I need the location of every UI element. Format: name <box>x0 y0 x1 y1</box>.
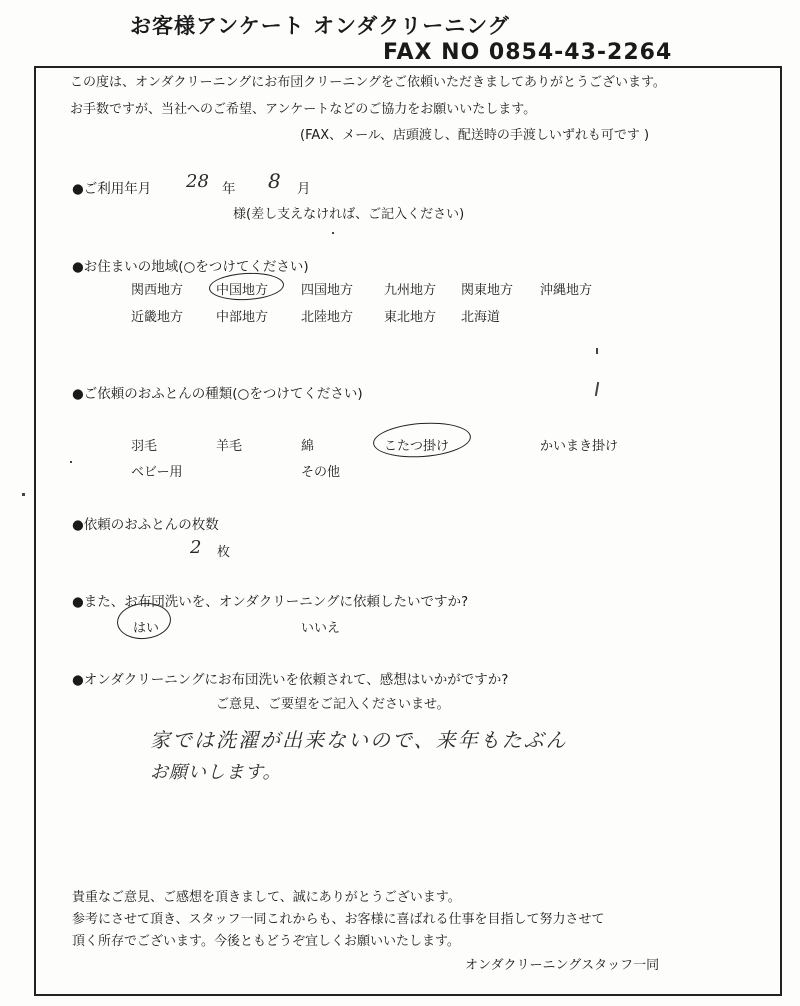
region-option-kinki[interactable]: 近畿地方 <box>131 310 184 325</box>
scan-speck <box>70 461 72 463</box>
intro-line-2: お手数ですが、当社へのご希望、アンケートなどのご協力をお願いいたします。 <box>70 102 537 117</box>
region-label: ●お住まいの地域(○をつけてください) <box>72 259 309 275</box>
closing-line-3: 頂く所存でございます。今後ともどうぞ宜しくお願いいたします。 <box>72 934 460 949</box>
closing-line-1: 貴重なご意見、ご感想を頂きまして、誠にありがとうございます。 <box>72 890 461 905</box>
region-option-shikoku[interactable]: 四国地方 <box>301 283 354 298</box>
region-option-okinawa[interactable]: 沖縄地方 <box>540 283 593 298</box>
impression-label: ●オンダクリーニングにお布団洗いを依頼されて、感想はいかがですか? <box>72 672 509 688</box>
region-option-kyushu[interactable]: 九州地方 <box>384 283 437 298</box>
intro-line-1: この度は、オンダクリーニングにお布団クリーニングをご依頼いただきましてありがとうございます。 <box>70 75 666 90</box>
scan-speck <box>596 348 598 354</box>
usage-year-label: 年 <box>222 181 236 197</box>
futon-count-unit: 枚 <box>217 545 231 560</box>
region-option-hokuriku[interactable]: 北陸地方 <box>301 310 354 325</box>
futon-option-kotatsu[interactable]: こたつ掛け <box>384 439 450 454</box>
request-again-label: ●また、お布団洗いを、オンダクリーニングに依頼したいですか? <box>72 594 469 610</box>
impression-answer-line-2[interactable]: お願いします。 <box>150 762 282 783</box>
region-option-chugoku[interactable]: 中国地方 <box>216 283 269 298</box>
futon-option-cotton[interactable]: 綿 <box>301 439 315 454</box>
usage-date-label: ●ご利用年月 <box>72 181 152 197</box>
request-again-no[interactable]: いいえ <box>301 621 341 636</box>
name-note: 様(差し支えなければ、ご記入ください) <box>233 207 465 222</box>
region-option-kansai[interactable]: 関西地方 <box>131 283 184 298</box>
closing-signature: オンダクリーニングスタッフ一同 <box>465 958 660 973</box>
futon-option-kaimaki[interactable]: かいまき掛け <box>540 439 619 454</box>
impression-prompt: ご意見、ご要望をご記入くださいませ。 <box>216 697 450 712</box>
usage-year-value[interactable]: 28 <box>186 171 209 192</box>
futon-option-wool[interactable]: 羊毛 <box>216 439 243 454</box>
closing-line-2: 参考にさせて頂き、スタッフ一同これからも、お客様に喜ばれる仕事を目指して努力させて <box>72 912 605 927</box>
usage-month-label: 月 <box>297 181 311 197</box>
impression-answer-line-1[interactable]: 家では洗濯が出来ないので、来年もたぶん <box>150 728 568 752</box>
region-option-hokkaido[interactable]: 北海道 <box>461 310 501 325</box>
scan-speck <box>332 232 334 234</box>
intro-line-3: (FAX、メール、店頭渡し、配送時の手渡しいずれも可です ) <box>300 128 650 143</box>
futon-count-value[interactable]: 2 <box>190 537 202 558</box>
request-again-yes[interactable]: はい <box>133 621 160 636</box>
region-option-chubu[interactable]: 中部地方 <box>216 310 269 325</box>
usage-month-value[interactable]: 8 <box>268 169 281 193</box>
fax-number: FAX NO 0854-43-2264 <box>383 40 673 65</box>
futon-option-down[interactable]: 羽毛 <box>131 439 158 454</box>
region-option-kanto[interactable]: 関東地方 <box>461 283 514 298</box>
futon-count-label: ●依頼のおふとんの枚数 <box>72 517 219 533</box>
region-option-tohoku[interactable]: 東北地方 <box>384 310 437 325</box>
futon-type-label: ●ご依頼のおふとんの種類(○をつけてください) <box>72 386 363 402</box>
scan-speck <box>22 493 25 496</box>
futon-option-baby[interactable]: ベビー用 <box>131 465 183 480</box>
futon-option-other[interactable]: その他 <box>301 465 341 480</box>
form-title: お客様アンケート オンダクリーニング <box>130 14 510 38</box>
